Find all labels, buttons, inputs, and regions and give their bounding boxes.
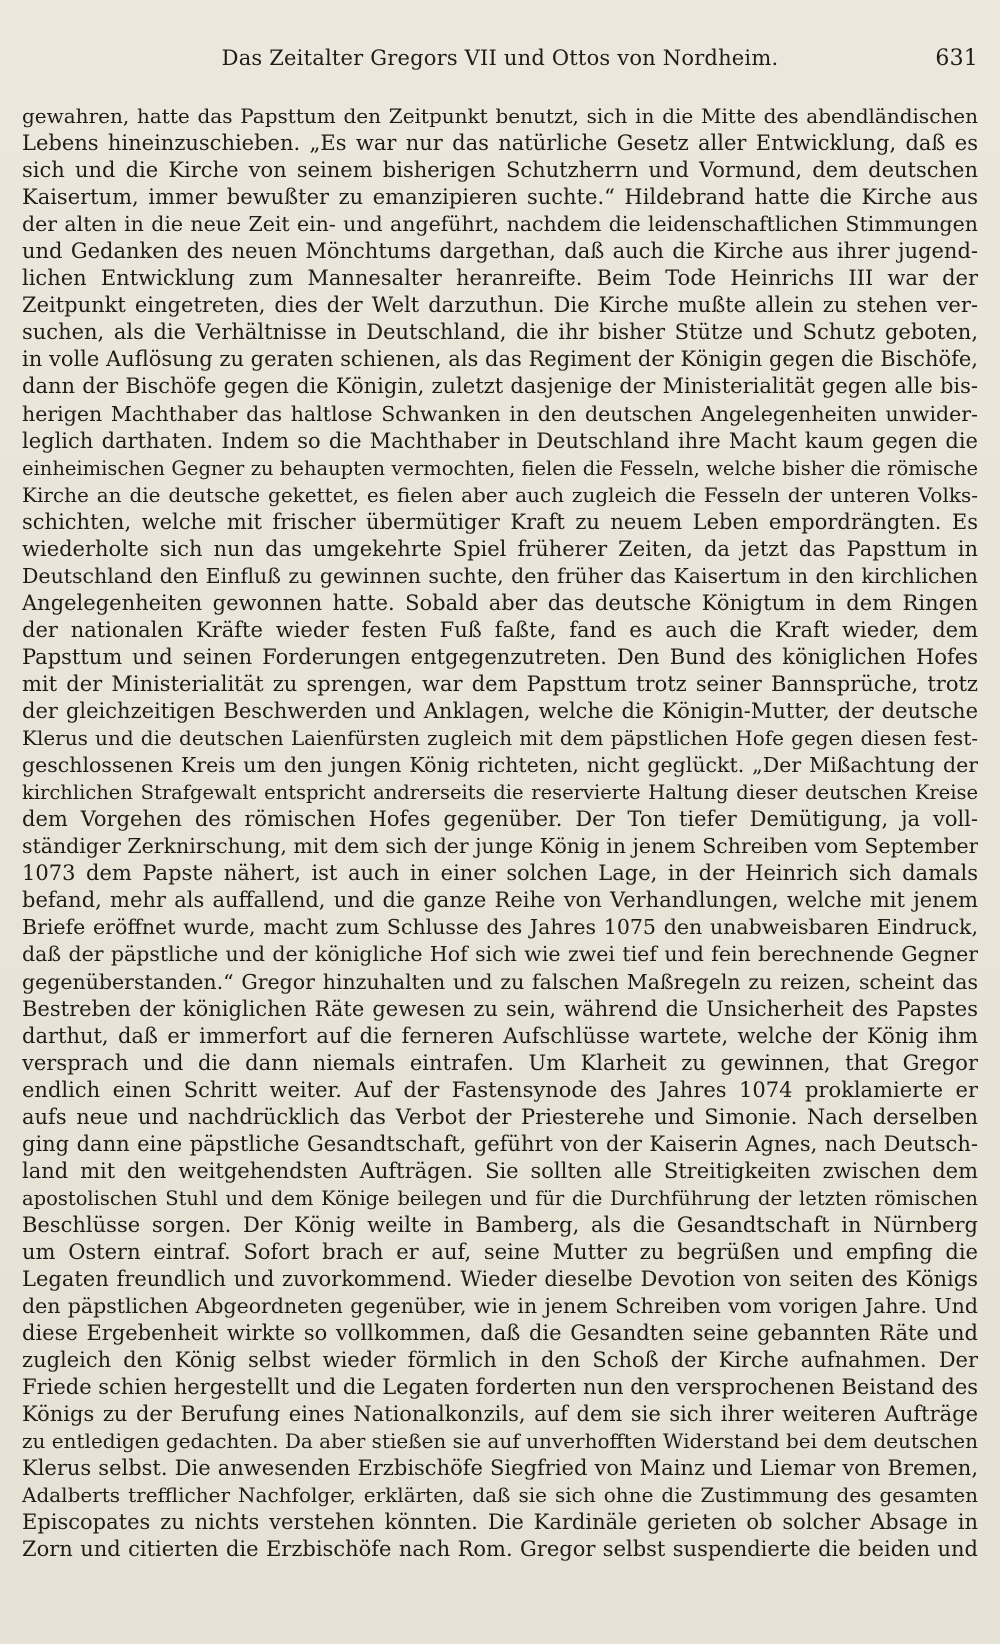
text-line: sich und die Kirche von seinem bisherigen Schutzherrn und Vormund, dem deutschen [22,158,978,183]
text-line: einheimischen Gegner zu behaupten vermochten, fielen die Fesseln, welche bisher die römische [22,456,978,480]
page-header [22,46,978,80]
text-line: Klerus selbst. Die anwesenden Erzbischöfe Siegfried von Mainz und Liemar von Bremen, [22,1456,978,1481]
text-line: Papsttum und seinen Forderungen entgegenzutreten. Den Bund des königlichen Hofes [22,644,978,669]
text-line: darthut, daß er immerfort auf die ferneren Aufschlüsse wartete, welche der König ihm [22,1023,978,1048]
text-line: befand, mehr als auffallend, und die ganze Reihe von Verhandlungen, welche mit jenem [22,888,978,913]
text-line: dann der Bischöfe gegen die Königin, zuletzt dasjenige der Ministerialität gegen alle bis- [22,374,978,399]
text-line: Deutschland den Einfluß zu gewinnen suchte, den früher das Kaisertum in den kirchlichen [22,563,978,588]
text-line: den päpstlichen Abgeordneten gegenüber, wie in jenem Schreiben vom vorigen Jahre. Und [22,1294,978,1319]
text-line: versprach und die dann niemals eintrafen. Um Klarheit zu gewinnen, that Gregor [22,1050,978,1075]
text-line: zu entledigen gedachten. Da aber stießen sie auf unverhofften Widerstand bei dem deutschen [22,1429,978,1454]
text-line: 1073 dem Papste nähert, ist auch in einer solchen Lage, in der Heinrich sich damals [22,861,978,886]
text-line: schichten, welche mit frischer übermütiger Kraft zu neuem Leben empordrängten. Es [22,509,978,534]
text-line: kirchlichen Strafgewalt entspricht andrerseits die reservierte Haltung dieser deutschen Kreise [22,781,978,805]
text-line: dem Vorgehen des römischen Hofes gegenüber. Der Ton tiefer Demütigung, ja voll- [22,807,978,832]
text-line: Bestreben der königlichen Räte gewesen zu sein, während die Unsicherheit des Papstes [22,996,978,1021]
text-line: gegenüberstanden.“ Gregor hinzuhalten und zu falschen Maßregeln zu reizen, scheint das [22,969,978,994]
text-line: aufs neue und nachdrücklich das Verbot der Priesterehe und Simonie. Nach derselben [22,1104,978,1129]
text-line: Kirche an die deutsche gekettet, es fielen aber auch zugleich die Fesseln der unteren Volks- [22,482,978,507]
text-line: ständiger Zerknirschung, mit dem sich der junge König in jenem Schreiben vom September [22,834,978,859]
text-line: Zeitpunkt eingetreten, dies der Welt darzuthun. Die Kirche mußte allein zu stehen ver- [22,293,978,318]
text-line: Legaten freundlich und zuvorkommend. Wieder dieselbe Devotion von seiten des Königs [22,1267,978,1292]
text-line: herigen Machthaber das haltlose Schwanken in den deutschen Angelegenheiten unwider- [22,401,978,426]
text-line: Briefe eröffnet wurde, macht zum Schlusse des Jahres 1075 den unabweisbaren Eindruck, [22,915,978,940]
text-line: suchen, als die Verhältnisse in Deutschland, die ihr bisher Stütze und Schutz geboten, [22,320,978,345]
text-line: der alten in die neue Zeit ein- und angeführt, nachdem die leidenschaftlichen Stimmungen [22,212,978,237]
text-line: lichen Entwicklung zum Mannesalter heranreifte. Beim Tode Heinrichs III war der [22,266,978,291]
text-line: Zorn und citierten die Erzbischöfe nach Rom. Gregor selbst suspendierte die beiden und [22,1537,978,1562]
page-number: 631 [935,46,978,71]
running-title: Das Zeitalter Gregors VII und Ottos von Nordheim. [221,46,779,70]
text-line: wiederholte sich nun das umgekehrte Spiel früherer Zeiten, da jetzt das Papsttum in [22,536,978,561]
text-line: apostolischen Stuhl und dem Könige beilegen und für die Durchführung der letzten römischen [22,1186,978,1210]
text-line: gewahren, hatte das Papsttum den Zeitpunkt benutzt, sich in die Mitte des abendländischen [22,104,978,128]
text-line: und Gedanken des neuen Mönchtums dargethan, daß auch die Kirche aus ihrer jugend- [22,239,978,264]
text-line: Adalberts trefflicher Nachfolger, erklärten, daß sie sich ohne die Zustimmung des gesamten [22,1483,978,1508]
text-line: Episcopates zu nichts verstehen könnten. Die Kardinäle gerieten ob solcher Absage in [22,1510,978,1535]
text-line: in volle Auflösung zu geraten schienen, als das Regiment der Königin gegen die Bischöfe, [22,347,978,372]
text-line: geschlossenen Kreis um den jungen König richteten, nicht geglückt. „Der Mißachtung der [22,753,978,778]
text-line: zugleich den König selbst wieder förmlich in den Schoß der Kirche aufnahmen. Der [22,1348,978,1373]
text-line: Königs zu der Berufung eines Nationalkonzils, auf dem sie sich ihrer weiteren Aufträge [22,1402,978,1427]
text-line: Klerus und die deutschen Laienfürsten zugleich mit dem päpstlichen Hofe gegen diesen fest- [22,726,978,751]
text-line: land mit den weitgehendsten Aufträgen. Sie sollten alle Streitigkeiten zwischen dem [22,1158,978,1183]
text-line: endlich einen Schritt weiter. Auf der Fastensynode des Jahres 1074 proklamierte er [22,1077,978,1102]
text-line: der gleichzeitigen Beschwerden und Anklagen, welche die Königin-Mutter, der deutsche [22,699,978,724]
text-line: Beschlüsse sorgen. Der König weilte in Bamberg, als die Gesandtschaft in Nürnberg [22,1212,978,1237]
text-line: mit der Ministerialität zu sprengen, war dem Papsttum trotz seiner Bannsprüche, trotz [22,671,978,696]
text-line: leglich darthaten. Indem so die Machthaber in Deutschland ihre Macht kaum gegen die [22,428,978,453]
text-line: diese Ergebenheit wirkte so vollkommen, daß die Gesandten seine gebannten Räte und [22,1321,978,1346]
text-line: Lebens hineinzuschieben. „Es war nur das natürliche Gesetz aller Entwicklung, daß es [22,131,978,156]
body-text [22,103,978,1564]
text-line: der nationalen Kräfte wieder festen Fuß faßte, fand es auch die Kraft wieder, dem [22,617,978,642]
text-line: Angelegenheiten gewonnen hatte. Sobald aber das deutsche Königtum in dem Ringen [22,590,978,615]
text-line: um Ostern eintraf. Sofort brach er auf, seine Mutter zu begrüßen und empfing die [22,1239,978,1264]
text-line: Kaisertum, immer bewußter zu emanzipieren suchte.“ Hildebrand hatte die Kirche aus [22,185,978,210]
text-line: Friede schien hergestellt und die Legaten forderten nun den versprochenen Beistand des [22,1375,978,1400]
text-line: daß der päpstliche und der königliche Hof sich wie zwei tief und fein berechnende Gegner [22,942,978,967]
text-line: ging dann eine päpstliche Gesandtschaft, geführt von der Kaiserin Agnes, nach Deutsch- [22,1131,978,1156]
